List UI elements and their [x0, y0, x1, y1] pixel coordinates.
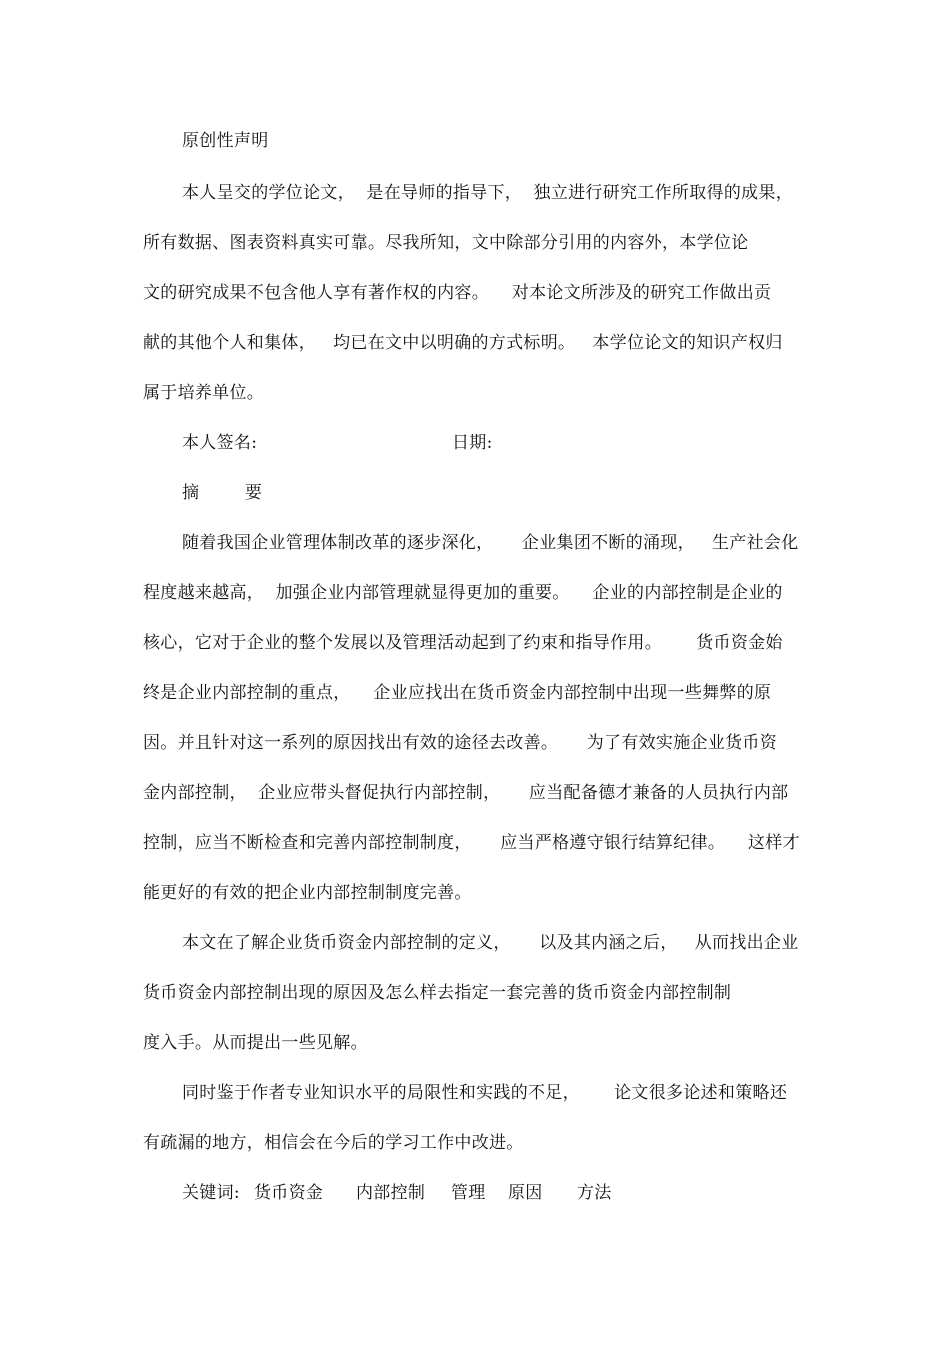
keyword: 货币资金	[254, 1183, 324, 1203]
abstract-line: 货币资金内部控制出现的原因及怎么样去指定一套完善的货币资金内部控制制	[143, 983, 732, 1003]
abstract-line: 控制，应当不断检查和完善内部控制制度， 应当严格遵守银行结算纪律。 这样才	[143, 833, 800, 853]
declaration-line: 文的研究成果不包含他人享有著作权的内容。 对本论文所涉及的研究工作做出贡	[143, 283, 772, 303]
keyword: 管理	[451, 1183, 486, 1203]
keyword: 内部控制	[356, 1183, 426, 1203]
declaration-title: 原创性声明	[182, 131, 269, 151]
keywords-label: 关键词:	[182, 1183, 240, 1203]
abstract-line: 同时鉴于作者专业知识水平的局限性和实践的不足， 论文很多论述和策略还	[182, 1083, 788, 1103]
abstract-line: 因。并且针对这一系列的原因找出有效的途径去改善。 为了有效实施企业货币资	[143, 733, 778, 753]
abstract-line: 程度越来越高， 加强企业内部管理就显得更加的重要。 企业的内部控制是企业的	[143, 583, 783, 603]
declaration-line: 所有数据、图表资料真实可靠。尽我所知，文中除部分引用的内容外，本学位论	[143, 233, 749, 253]
declaration-line: 献的其他个人和集体， 均已在文中以明确的方式标明。 本学位论文的知识产权归	[143, 333, 783, 353]
abstract-line: 能更好的有效的把企业内部控制制度完善。	[143, 883, 472, 903]
keyword: 方法	[577, 1183, 612, 1203]
abstract-line: 金内部控制， 企业应带头督促执行内部控制， 应当配备德才兼备的人员执行内部	[143, 783, 789, 803]
abstract-line: 随着我国企业管理体制改革的逐步深化， 企业集团不断的涌现， 生产社会化	[182, 533, 799, 553]
abstract-heading: 摘 要	[182, 483, 263, 503]
abstract-line: 核心，它对于企业的整个发展以及管理活动起到了约束和指导作用。 货币资金始	[143, 633, 783, 653]
abstract-line: 有疏漏的地方，相信会在今后的学习工作中改进。	[143, 1133, 524, 1153]
abstract-line: 度入手。从而提出一些见解。	[143, 1033, 368, 1053]
date-label: 日期:	[452, 433, 493, 453]
declaration-line: 本人呈交的学位论文， 是在导师的指导下， 独立进行研究工作所取得的成果，	[182, 183, 794, 203]
signature-label: 本人签名:	[182, 433, 258, 453]
abstract-line: 本文在了解企业货币资金内部控制的定义， 以及其内涵之后， 从而找出企业	[182, 933, 799, 953]
abstract-line: 终是企业内部控制的重点， 企业应找出在货币资金内部控制中出现一些舞弊的原	[143, 683, 772, 703]
keyword: 原因	[508, 1183, 543, 1203]
declaration-line: 属于培养单位。	[143, 383, 265, 403]
